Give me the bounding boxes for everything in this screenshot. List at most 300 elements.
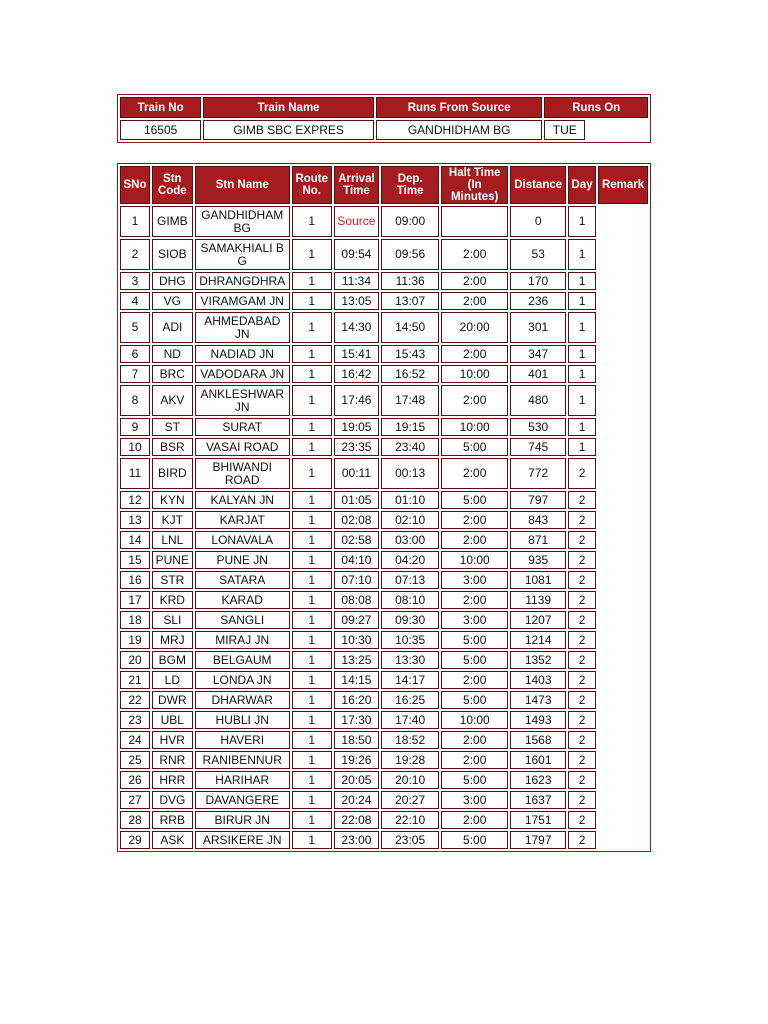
dep-time-cell: 18:52 bbox=[381, 731, 439, 749]
stn-code-cell: ST bbox=[152, 418, 193, 436]
col-route-no: Route No. bbox=[292, 166, 332, 204]
sno-cell: 28 bbox=[120, 811, 150, 829]
stn-code-cell: RRB bbox=[152, 811, 193, 829]
dep-time-cell: 13:30 bbox=[381, 651, 439, 669]
halt-time-cell: 2:00 bbox=[441, 731, 508, 749]
stn-name-cell: DAVANGERE bbox=[195, 791, 290, 809]
route-no-cell: 1 bbox=[292, 811, 332, 829]
route-no-cell: 1 bbox=[292, 791, 332, 809]
table-row bbox=[120, 651, 648, 669]
stn-name-cell: KARAD bbox=[195, 591, 290, 609]
distance-cell: 1214 bbox=[510, 631, 566, 649]
dep-time-cell: 16:25 bbox=[381, 691, 439, 709]
day-cell: 2 bbox=[568, 491, 596, 509]
day-cell: 2 bbox=[568, 731, 596, 749]
table-row bbox=[120, 711, 648, 729]
route-no-cell: 1 bbox=[292, 418, 332, 436]
halt-time-cell: 3:00 bbox=[441, 791, 508, 809]
distance-cell: 530 bbox=[510, 418, 566, 436]
day-cell: 2 bbox=[568, 611, 596, 629]
sno-cell: 16 bbox=[120, 571, 150, 589]
arrival-cell: 11:34 bbox=[334, 272, 380, 290]
route-no-cell: 1 bbox=[292, 206, 332, 237]
sno-cell: 24 bbox=[120, 731, 150, 749]
route-no-cell: 1 bbox=[292, 272, 332, 290]
sno-cell: 4 bbox=[120, 292, 150, 310]
halt-time-cell: 2:00 bbox=[441, 292, 508, 310]
col-day: Day bbox=[568, 166, 596, 204]
route-no-cell: 1 bbox=[292, 631, 332, 649]
stn-code-cell: AKV bbox=[152, 385, 193, 416]
halt-time-cell: 2:00 bbox=[441, 458, 508, 489]
arrival-cell: 09:54 bbox=[334, 239, 380, 270]
dep-time-cell: 15:43 bbox=[381, 345, 439, 363]
route-no-cell: 1 bbox=[292, 731, 332, 749]
sno-cell: 3 bbox=[120, 272, 150, 290]
table-row bbox=[120, 438, 648, 456]
sno-cell: 13 bbox=[120, 511, 150, 529]
dep-time-cell: 07:13 bbox=[381, 571, 439, 589]
stn-name-cell: VASAI ROAD bbox=[195, 438, 290, 456]
dep-time-cell: 09:00 bbox=[381, 206, 439, 237]
dep-time-cell: 00:13 bbox=[381, 458, 439, 489]
stn-name-cell: HARIHAR bbox=[195, 771, 290, 789]
arrival-cell: 10:30 bbox=[334, 631, 380, 649]
sno-cell: 17 bbox=[120, 591, 150, 609]
arrival-cell: 14:15 bbox=[334, 671, 380, 689]
sno-cell: 12 bbox=[120, 491, 150, 509]
table-row bbox=[120, 312, 648, 343]
route-no-cell: 1 bbox=[292, 312, 332, 343]
distance-cell: 772 bbox=[510, 458, 566, 489]
stn-name-cell: SURAT bbox=[195, 418, 290, 436]
sno-cell: 9 bbox=[120, 418, 150, 436]
dep-time-cell: 14:17 bbox=[381, 671, 439, 689]
stn-code-cell: RNR bbox=[152, 751, 193, 769]
distance-cell: 1797 bbox=[510, 831, 566, 849]
distance-cell: 1568 bbox=[510, 731, 566, 749]
header-runs-from-source: Runs From Source bbox=[376, 97, 543, 118]
dep-time-cell: 08:10 bbox=[381, 591, 439, 609]
schedule-body bbox=[120, 206, 648, 849]
day-cell: 2 bbox=[568, 771, 596, 789]
halt-time-cell: 2:00 bbox=[441, 671, 508, 689]
halt-time-cell: 5:00 bbox=[441, 831, 508, 849]
arrival-cell: 18:50 bbox=[334, 731, 380, 749]
dep-time-cell: 19:15 bbox=[381, 418, 439, 436]
stn-code-cell: BGM bbox=[152, 651, 193, 669]
sno-cell: 26 bbox=[120, 771, 150, 789]
stn-code-cell: ADI bbox=[152, 312, 193, 343]
table-row bbox=[120, 272, 648, 290]
route-no-cell: 1 bbox=[292, 831, 332, 849]
remark-cell bbox=[598, 206, 648, 849]
day-cell: 2 bbox=[568, 671, 596, 689]
distance-cell: 1081 bbox=[510, 571, 566, 589]
sno-cell: 14 bbox=[120, 531, 150, 549]
col-halt-time: Halt Time (In Minutes) bbox=[441, 166, 508, 204]
arrival-cell: 17:30 bbox=[334, 711, 380, 729]
route-no-cell: 1 bbox=[292, 239, 332, 270]
halt-time-cell: 5:00 bbox=[441, 491, 508, 509]
day-cell: 2 bbox=[568, 811, 596, 829]
dep-time-cell: 23:05 bbox=[381, 831, 439, 849]
halt-time-cell: 2:00 bbox=[441, 385, 508, 416]
dep-time-cell: 03:00 bbox=[381, 531, 439, 549]
day-cell: 1 bbox=[568, 239, 596, 270]
stn-code-cell: HRR bbox=[152, 771, 193, 789]
col-stn-code: Stn Code bbox=[152, 166, 193, 204]
distance-cell: 1139 bbox=[510, 591, 566, 609]
day-cell: 2 bbox=[568, 751, 596, 769]
stn-code-cell: STR bbox=[152, 571, 193, 589]
distance-cell: 1352 bbox=[510, 651, 566, 669]
day-cell: 1 bbox=[568, 438, 596, 456]
table-row bbox=[120, 751, 648, 769]
sno-cell: 27 bbox=[120, 791, 150, 809]
stn-name-cell: GANDHIDHAM BG bbox=[195, 206, 290, 237]
sno-cell: 25 bbox=[120, 751, 150, 769]
dep-time-cell: 04:20 bbox=[381, 551, 439, 569]
stn-code-cell: KRD bbox=[152, 591, 193, 609]
stn-name-cell: KALYAN JN bbox=[195, 491, 290, 509]
stn-code-cell: VG bbox=[152, 292, 193, 310]
halt-time-cell: 2:00 bbox=[441, 511, 508, 529]
stn-code-cell: KYN bbox=[152, 491, 193, 509]
distance-cell: 1601 bbox=[510, 751, 566, 769]
dep-time-cell: 09:30 bbox=[381, 611, 439, 629]
dep-time-cell: 13:07 bbox=[381, 292, 439, 310]
sno-cell: 29 bbox=[120, 831, 150, 849]
arrival-cell: 09:27 bbox=[334, 611, 380, 629]
day-cell: 2 bbox=[568, 591, 596, 609]
sno-cell: 10 bbox=[120, 438, 150, 456]
table-row bbox=[120, 811, 648, 829]
day-cell: 1 bbox=[568, 272, 596, 290]
stn-code-cell: MRJ bbox=[152, 631, 193, 649]
table-row bbox=[120, 731, 648, 749]
sno-cell: 11 bbox=[120, 458, 150, 489]
route-no-cell: 1 bbox=[292, 691, 332, 709]
table-row bbox=[120, 531, 648, 549]
stn-code-cell: BSR bbox=[152, 438, 193, 456]
dep-time-cell: 10:35 bbox=[381, 631, 439, 649]
halt-time-cell: 5:00 bbox=[441, 771, 508, 789]
route-no-cell: 1 bbox=[292, 491, 332, 509]
halt-time-cell: 3:00 bbox=[441, 611, 508, 629]
day-cell: 2 bbox=[568, 831, 596, 849]
sno-cell: 5 bbox=[120, 312, 150, 343]
day-cell: 1 bbox=[568, 385, 596, 416]
table-row bbox=[120, 551, 648, 569]
stn-name-cell: SANGLI bbox=[195, 611, 290, 629]
dep-time-cell: 02:10 bbox=[381, 511, 439, 529]
stn-name-cell: BELGAUM bbox=[195, 651, 290, 669]
halt-time-cell: 2:00 bbox=[441, 345, 508, 363]
sno-cell: 18 bbox=[120, 611, 150, 629]
route-no-cell: 1 bbox=[292, 571, 332, 589]
sno-cell: 19 bbox=[120, 631, 150, 649]
stn-name-cell: SATARA bbox=[195, 571, 290, 589]
distance-cell: 0 bbox=[510, 206, 566, 237]
stn-name-cell: DHRANGDHRA bbox=[195, 272, 290, 290]
sno-cell: 7 bbox=[120, 365, 150, 383]
dep-time-cell: 01:10 bbox=[381, 491, 439, 509]
day-cell: 1 bbox=[568, 418, 596, 436]
stn-name-cell: DHARWAR bbox=[195, 691, 290, 709]
distance-cell: 236 bbox=[510, 292, 566, 310]
stn-code-cell: KJT bbox=[152, 511, 193, 529]
halt-time-cell: 10:00 bbox=[441, 365, 508, 383]
halt-time-cell: 5:00 bbox=[441, 651, 508, 669]
route-no-cell: 1 bbox=[292, 365, 332, 383]
stn-code-cell: LD bbox=[152, 671, 193, 689]
table-row bbox=[120, 591, 648, 609]
day-cell: 1 bbox=[568, 206, 596, 237]
dep-time-cell: 20:10 bbox=[381, 771, 439, 789]
dep-time-cell: 14:50 bbox=[381, 312, 439, 343]
table-row bbox=[120, 771, 648, 789]
col-distance: Distance bbox=[510, 166, 566, 204]
stn-name-cell: ANKLESHWAR JN bbox=[195, 385, 290, 416]
table-row bbox=[120, 345, 648, 363]
dep-time-cell: 20:27 bbox=[381, 791, 439, 809]
col-remark: Remark bbox=[598, 166, 648, 204]
halt-time-cell: 10:00 bbox=[441, 418, 508, 436]
route-no-cell: 1 bbox=[292, 651, 332, 669]
distance-cell: 1403 bbox=[510, 671, 566, 689]
stn-code-cell: DHG bbox=[152, 272, 193, 290]
arrival-cell: 04:10 bbox=[334, 551, 380, 569]
distance-cell: 745 bbox=[510, 438, 566, 456]
stn-name-cell: RANIBENNUR bbox=[195, 751, 290, 769]
day-cell: 2 bbox=[568, 691, 596, 709]
halt-time-cell: 2:00 bbox=[441, 591, 508, 609]
arrival-cell: 00:11 bbox=[334, 458, 380, 489]
dep-time-cell: 22:10 bbox=[381, 811, 439, 829]
distance-cell: 401 bbox=[510, 365, 566, 383]
stn-name-cell: MIRAJ JN bbox=[195, 631, 290, 649]
train-info-table bbox=[118, 95, 650, 142]
stn-name-cell: PUNE JN bbox=[195, 551, 290, 569]
day-cell: 2 bbox=[568, 571, 596, 589]
table-row bbox=[120, 385, 648, 416]
route-no-cell: 1 bbox=[292, 611, 332, 629]
arrival-cell: 19:05 bbox=[334, 418, 380, 436]
col-dep-time: Dep. Time bbox=[381, 166, 439, 204]
dep-time-cell: 23:40 bbox=[381, 438, 439, 456]
stn-code-cell: DWR bbox=[152, 691, 193, 709]
sno-cell: 22 bbox=[120, 691, 150, 709]
distance-cell: 480 bbox=[510, 385, 566, 416]
route-no-cell: 1 bbox=[292, 771, 332, 789]
table-row bbox=[120, 292, 648, 310]
dep-time-cell: 17:40 bbox=[381, 711, 439, 729]
route-no-cell: 1 bbox=[292, 511, 332, 529]
distance-cell: 935 bbox=[510, 551, 566, 569]
arrival-cell: 02:08 bbox=[334, 511, 380, 529]
table-row bbox=[120, 511, 648, 529]
arrival-cell: 08:08 bbox=[334, 591, 380, 609]
distance-cell: 1751 bbox=[510, 811, 566, 829]
day-cell: 2 bbox=[568, 551, 596, 569]
halt-time-cell: 10:00 bbox=[441, 711, 508, 729]
arrival-cell: 22:08 bbox=[334, 811, 380, 829]
stn-name-cell: NADIAD JN bbox=[195, 345, 290, 363]
stn-code-cell: SIOB bbox=[152, 239, 193, 270]
arrival-cell: 16:20 bbox=[334, 691, 380, 709]
halt-time-cell: 20:00 bbox=[441, 312, 508, 343]
col-stn-name: Stn Name bbox=[195, 166, 290, 204]
runs-from-source-value: GANDHIDHAM BG bbox=[376, 120, 543, 140]
stn-name-cell: HAVERI bbox=[195, 731, 290, 749]
route-no-cell: 1 bbox=[292, 292, 332, 310]
arrival-cell: 20:24 bbox=[334, 791, 380, 809]
distance-cell: 1473 bbox=[510, 691, 566, 709]
table-row bbox=[120, 791, 648, 809]
stn-name-cell: BIRUR JN bbox=[195, 811, 290, 829]
stn-code-cell: PUNE bbox=[152, 551, 193, 569]
day-cell: 2 bbox=[568, 651, 596, 669]
stn-name-cell: LONAVALA bbox=[195, 531, 290, 549]
arrival-cell: 16:42 bbox=[334, 365, 380, 383]
halt-time-cell: 2:00 bbox=[441, 239, 508, 270]
distance-cell: 347 bbox=[510, 345, 566, 363]
table-row bbox=[120, 206, 648, 237]
stn-code-cell: LNL bbox=[152, 531, 193, 549]
train-no-value: 16505 bbox=[120, 120, 201, 140]
header-runs-on: Runs On bbox=[544, 97, 648, 118]
stn-code-cell: ND bbox=[152, 345, 193, 363]
table-row bbox=[120, 418, 648, 436]
stn-code-cell: UBL bbox=[152, 711, 193, 729]
col-arrival: Arrival Time bbox=[334, 166, 380, 204]
route-no-cell: 1 bbox=[292, 711, 332, 729]
table-row bbox=[120, 691, 648, 709]
arrival-cell: 02:58 bbox=[334, 531, 380, 549]
day-cell: 1 bbox=[568, 292, 596, 310]
arrival-cell: 19:26 bbox=[334, 751, 380, 769]
col-sno: SNo bbox=[120, 166, 150, 204]
day-cell: 2 bbox=[568, 531, 596, 549]
halt-time-cell: 3:00 bbox=[441, 571, 508, 589]
table-row bbox=[120, 571, 648, 589]
stn-code-cell: ASK bbox=[152, 831, 193, 849]
stn-name-cell: SAMAKHIALI B G bbox=[195, 239, 290, 270]
runs-on-spacer bbox=[587, 120, 648, 140]
dep-time-cell: 09:56 bbox=[381, 239, 439, 270]
halt-time-cell bbox=[441, 206, 508, 237]
stn-name-cell: BHIWANDI ROAD bbox=[195, 458, 290, 489]
sno-cell: 1 bbox=[120, 206, 150, 237]
dep-time-cell: 19:28 bbox=[381, 751, 439, 769]
header-train-no: Train No bbox=[120, 97, 201, 118]
arrival-cell: 13:25 bbox=[334, 651, 380, 669]
route-no-cell: 1 bbox=[292, 458, 332, 489]
sno-cell: 8 bbox=[120, 385, 150, 416]
table-row bbox=[120, 491, 648, 509]
sno-cell: 15 bbox=[120, 551, 150, 569]
day-cell: 1 bbox=[568, 312, 596, 343]
stn-name-cell: HUBLI JN bbox=[195, 711, 290, 729]
halt-time-cell: 5:00 bbox=[441, 438, 508, 456]
arrival-cell: 13:05 bbox=[334, 292, 380, 310]
stn-name-cell: VADODARA JN bbox=[195, 365, 290, 383]
header-train-name: Train Name bbox=[203, 97, 374, 118]
stn-code-cell: BIRD bbox=[152, 458, 193, 489]
distance-cell: 797 bbox=[510, 491, 566, 509]
day-cell: 1 bbox=[568, 345, 596, 363]
dep-time-cell: 16:52 bbox=[381, 365, 439, 383]
arrival-cell: 15:41 bbox=[334, 345, 380, 363]
arrival-cell: 23:00 bbox=[334, 831, 380, 849]
halt-time-cell: 5:00 bbox=[441, 691, 508, 709]
halt-time-cell: 10:00 bbox=[441, 551, 508, 569]
distance-cell: 1207 bbox=[510, 611, 566, 629]
distance-cell: 843 bbox=[510, 511, 566, 529]
halt-time-cell: 2:00 bbox=[441, 531, 508, 549]
distance-cell: 301 bbox=[510, 312, 566, 343]
distance-cell: 170 bbox=[510, 272, 566, 290]
route-no-cell: 1 bbox=[292, 438, 332, 456]
distance-cell: 1623 bbox=[510, 771, 566, 789]
halt-time-cell: 2:00 bbox=[441, 272, 508, 290]
stn-code-cell: DVG bbox=[152, 791, 193, 809]
halt-time-cell: 5:00 bbox=[441, 631, 508, 649]
stn-name-cell: VIRAMGAM JN bbox=[195, 292, 290, 310]
dep-time-cell: 11:36 bbox=[381, 272, 439, 290]
sno-cell: 20 bbox=[120, 651, 150, 669]
arrival-cell: 23:35 bbox=[334, 438, 380, 456]
arrival-cell: 20:05 bbox=[334, 771, 380, 789]
table-row bbox=[120, 239, 648, 270]
day-cell: 2 bbox=[568, 458, 596, 489]
day-cell: 2 bbox=[568, 511, 596, 529]
day-cell: 2 bbox=[568, 791, 596, 809]
runs-on-value: TUE bbox=[544, 120, 585, 140]
table-row bbox=[120, 671, 648, 689]
route-no-cell: 1 bbox=[292, 385, 332, 416]
stn-code-cell: SLI bbox=[152, 611, 193, 629]
train-name-value: GIMB SBC EXPRES bbox=[203, 120, 374, 140]
stn-code-cell: GIMB bbox=[152, 206, 193, 237]
stn-code-cell: HVR bbox=[152, 731, 193, 749]
sno-cell: 2 bbox=[120, 239, 150, 270]
stn-name-cell: KARJAT bbox=[195, 511, 290, 529]
table-row bbox=[120, 365, 648, 383]
stn-code-cell: BRC bbox=[152, 365, 193, 383]
distance-cell: 871 bbox=[510, 531, 566, 549]
halt-time-cell: 2:00 bbox=[441, 751, 508, 769]
sno-cell: 21 bbox=[120, 671, 150, 689]
distance-cell: 1637 bbox=[510, 791, 566, 809]
route-no-cell: 1 bbox=[292, 671, 332, 689]
route-no-cell: 1 bbox=[292, 345, 332, 363]
arrival-cell: 07:10 bbox=[334, 571, 380, 589]
halt-time-cell: 2:00 bbox=[441, 811, 508, 829]
route-no-cell: 1 bbox=[292, 531, 332, 549]
stn-name-cell: AHMEDABAD JN bbox=[195, 312, 290, 343]
route-no-cell: 1 bbox=[292, 751, 332, 769]
distance-cell: 1493 bbox=[510, 711, 566, 729]
sno-cell: 6 bbox=[120, 345, 150, 363]
table-row bbox=[120, 611, 648, 629]
sno-cell: 23 bbox=[120, 711, 150, 729]
arrival-cell: 14:30 bbox=[334, 312, 380, 343]
stn-name-cell: ARSIKERE JN bbox=[195, 831, 290, 849]
stn-name-cell: LONDA JN bbox=[195, 671, 290, 689]
day-cell: 2 bbox=[568, 711, 596, 729]
